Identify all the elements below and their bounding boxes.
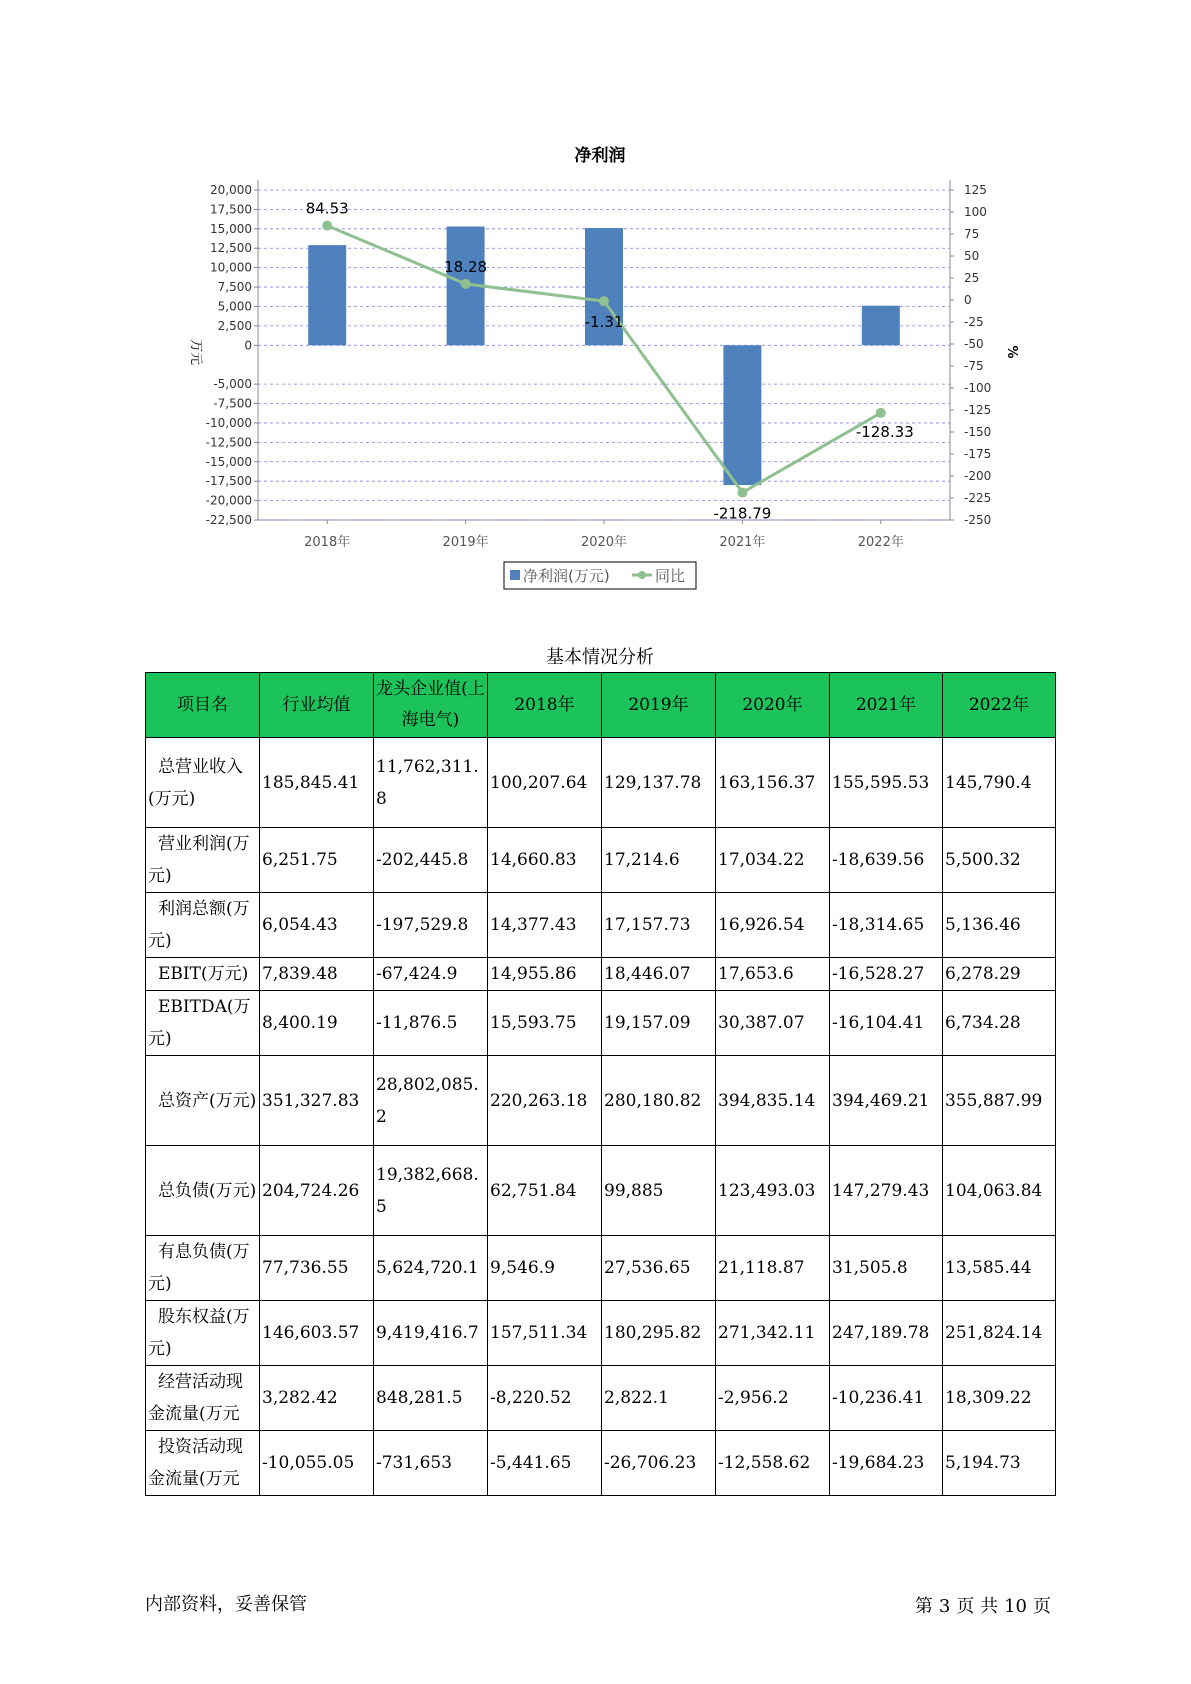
table-row [146, 1056, 1056, 1146]
right-tick-label: 25 [964, 271, 980, 285]
left-tick-label: -10,000 [205, 415, 252, 430]
left-tick-label: -22,500 [205, 513, 252, 527]
page-current: 3 [938, 1596, 951, 1617]
page-number [912, 1592, 1054, 1618]
value-cell: 355,887.99 [943, 1056, 1056, 1146]
value-cell: 394,835.14 [716, 1056, 830, 1146]
right-tick-label: -250 [964, 513, 992, 527]
header-cell: 2020年 [716, 673, 830, 738]
value-cell: 163,156.37 [716, 738, 830, 828]
right-tick-label: -200 [964, 469, 992, 483]
page-mid: 页 共 [956, 1596, 999, 1617]
row-label-cell: EBIT(万元) [146, 958, 260, 991]
right-tick-label: 75 [964, 227, 980, 241]
left-tick-label: 15,000 [210, 221, 252, 236]
value-cell: 27,536.65 [602, 1236, 716, 1301]
value-cell: 351,327.83 [260, 1056, 374, 1146]
value-cell: -10,236.41 [830, 1366, 943, 1431]
y2-axis-label: % [1004, 345, 1019, 359]
value-cell: 157,511.34 [488, 1301, 602, 1366]
value-cell: -11,876.5 [374, 991, 488, 1056]
value-cell: 19,382,668.5 [374, 1146, 488, 1236]
left-tick-label: -15,000 [205, 454, 252, 469]
legend-line-label: 同比 [655, 567, 686, 585]
y-axis-label: 万元 [188, 338, 203, 366]
page-suffix: 页 [1033, 1596, 1051, 1617]
value-cell: -197,529.8 [374, 893, 488, 958]
value-cell: -18,639.56 [830, 828, 943, 893]
table-row [146, 893, 1056, 958]
value-cell: 18,446.07 [602, 958, 716, 991]
table-row [146, 1431, 1056, 1496]
table-row [146, 738, 1056, 828]
value-cell: 28,802,085.2 [374, 1056, 488, 1146]
value-cell: 848,281.5 [374, 1366, 488, 1431]
right-tick-label: -75 [964, 359, 984, 373]
value-cell: 5,136.46 [943, 893, 1056, 958]
row-label-cell: 投资活动现金流量(万元 [146, 1431, 260, 1496]
bar-0 [308, 245, 346, 345]
left-tick-label: -5,000 [213, 377, 252, 392]
page-total: 10 [1004, 1596, 1027, 1617]
data-label-2: -1.31 [584, 313, 624, 332]
left-tick-label: -12,500 [205, 435, 252, 450]
right-tick-label: -150 [964, 425, 992, 439]
value-cell: 155,595.53 [830, 738, 943, 828]
bar-4 [862, 306, 900, 346]
left-tick-label: -7,500 [213, 396, 252, 411]
footer-note: 内部资料，妥善保管 [145, 1594, 307, 1615]
row-label-cell: 总资产(万元) [146, 1056, 260, 1146]
value-cell: 7,839.48 [260, 958, 374, 991]
row-label-cell: 总负债(万元) [146, 1146, 260, 1236]
row-label-cell: 有息负债(万元) [146, 1236, 260, 1301]
value-cell: 6,278.29 [943, 958, 1056, 991]
right-tick-label: 50 [964, 249, 980, 263]
value-cell: 251,824.14 [943, 1301, 1056, 1366]
value-cell: 17,034.22 [716, 828, 830, 893]
header-cell: 2021年 [830, 673, 943, 738]
value-cell: -18,314.65 [830, 893, 943, 958]
right-tick-label: 100 [964, 205, 987, 219]
value-cell: -731,653 [374, 1431, 488, 1496]
value-cell: 5,500.32 [943, 828, 1056, 893]
right-tick-label: 0 [964, 293, 972, 307]
value-cell: -5,441.65 [488, 1431, 602, 1496]
value-cell: 99,885 [602, 1146, 716, 1236]
left-tick-label: 0 [244, 338, 252, 353]
value-cell: -8,220.52 [488, 1366, 602, 1431]
value-cell: 146,603.57 [260, 1301, 374, 1366]
value-cell: 271,342.11 [716, 1301, 830, 1366]
header-cell: 龙头企业值(上海电气) [374, 673, 488, 738]
left-tick-label: 5,000 [217, 299, 252, 314]
value-cell: 16,926.54 [716, 893, 830, 958]
value-cell: 6,734.28 [943, 991, 1056, 1056]
value-cell: 9,419,416.7 [374, 1301, 488, 1366]
header-cell: 2018年 [488, 673, 602, 738]
table-caption: 基本情况分析 [546, 647, 654, 668]
value-cell: -19,684.23 [830, 1431, 943, 1496]
value-cell: 180,295.82 [602, 1301, 716, 1366]
header-cell: 2022年 [943, 673, 1056, 738]
value-cell: 2,822.1 [602, 1366, 716, 1431]
value-cell: 77,736.55 [260, 1236, 374, 1301]
value-cell: -16,528.27 [830, 958, 943, 991]
x-tick-label: 2020年 [580, 535, 628, 550]
x-tick-label: 2019年 [442, 535, 489, 550]
table-row [146, 828, 1056, 893]
value-cell: -10,055.05 [260, 1431, 374, 1496]
table-row [146, 1236, 1056, 1301]
value-cell: 5,624,720.1 [374, 1236, 488, 1301]
value-cell: 104,063.84 [943, 1146, 1056, 1236]
basic-analysis-table [145, 672, 1056, 1496]
right-tick-label: 125 [964, 183, 987, 197]
left-tick-label: -17,500 [205, 474, 252, 489]
data-label-3: -218.79 [713, 504, 772, 523]
value-cell: 280,180.82 [602, 1056, 716, 1146]
value-cell: 220,263.18 [488, 1056, 602, 1146]
right-tick-label: -50 [964, 337, 984, 351]
right-tick-label: -125 [964, 403, 992, 417]
row-label-cell: 经营活动现金流量(万元 [146, 1366, 260, 1431]
chart-legend [504, 562, 696, 589]
yoy-point-0 [322, 221, 332, 231]
table-row [146, 958, 1056, 991]
value-cell: -2,956.2 [716, 1366, 830, 1431]
bar-3 [723, 345, 761, 485]
data-label-0: 84.53 [305, 199, 349, 218]
value-cell: 394,469.21 [830, 1056, 943, 1146]
value-cell: 62,751.84 [488, 1146, 602, 1236]
yoy-point-1 [461, 279, 471, 289]
value-cell: -16,104.41 [830, 991, 943, 1056]
left-tick-label: 7,500 [217, 280, 252, 295]
value-cell: 18,309.22 [943, 1366, 1056, 1431]
value-cell: -12,558.62 [716, 1431, 830, 1496]
right-axis-ticks [950, 183, 991, 527]
bar-series [308, 226, 900, 485]
value-cell: 17,214.6 [602, 828, 716, 893]
table-row [146, 1146, 1056, 1236]
value-cell: -67,424.9 [374, 958, 488, 991]
x-axis-ticks [304, 520, 904, 550]
value-cell: 147,279.43 [830, 1146, 943, 1236]
value-cell: 100,207.64 [488, 738, 602, 828]
value-cell: -26,706.23 [602, 1431, 716, 1496]
value-cell: 14,955.86 [488, 958, 602, 991]
value-cell: 123,493.03 [716, 1146, 830, 1236]
right-tick-label: -175 [964, 447, 992, 461]
value-cell: 15,593.75 [488, 991, 602, 1056]
chart-title: 净利润 [574, 146, 626, 166]
value-cell: 185,845.41 [260, 738, 374, 828]
value-cell: 14,660.83 [488, 828, 602, 893]
value-cell: -202,445.8 [374, 828, 488, 893]
value-cell: 21,118.87 [716, 1236, 830, 1301]
left-tick-label: 10,000 [210, 260, 252, 275]
yoy-point-3 [737, 488, 747, 498]
data-label-4: -128.33 [855, 422, 914, 441]
value-cell: 17,653.6 [716, 958, 830, 991]
left-axis-ticks [206, 183, 258, 527]
value-cell: 247,189.78 [830, 1301, 943, 1366]
row-label-cell: 股东权益(万元) [146, 1301, 260, 1366]
left-tick-label: -20,000 [205, 493, 252, 508]
value-cell: 204,724.26 [260, 1146, 374, 1236]
table-row [146, 1366, 1056, 1431]
table-row [146, 991, 1056, 1056]
yoy-point-4 [876, 408, 886, 418]
value-cell: 11,762,311.8 [374, 738, 488, 828]
right-tick-label: -225 [964, 491, 992, 505]
value-cell: 6,251.75 [260, 828, 374, 893]
data-label-1: 18.28 [444, 257, 488, 276]
value-cell: 9,546.9 [488, 1236, 602, 1301]
row-label-cell: 总营业收入(万元) [146, 738, 260, 828]
row-label-cell: 利润总额(万元) [146, 893, 260, 958]
x-tick-label: 2022年 [857, 535, 904, 550]
right-tick-label: -25 [964, 315, 984, 329]
value-cell: 31,505.8 [830, 1236, 943, 1301]
value-cell: 13,585.44 [943, 1236, 1056, 1301]
value-cell: 30,387.07 [716, 991, 830, 1056]
left-tick-label: 12,500 [210, 241, 252, 256]
legend-bar-swatch [510, 570, 520, 580]
table-row [146, 1301, 1056, 1366]
table-header-row [146, 673, 1056, 738]
header-cell: 2019年 [602, 673, 716, 738]
header-cell: 行业均值 [260, 673, 374, 738]
left-tick-label: 17,500 [210, 202, 252, 217]
x-tick-label: 2021年 [719, 535, 766, 550]
value-cell: 5,194.73 [943, 1431, 1056, 1496]
row-label-cell: 营业利润(万元) [146, 828, 260, 893]
value-cell: 145,790.4 [943, 738, 1056, 828]
value-cell: 3,282.42 [260, 1366, 374, 1431]
page-prefix: 第 [914, 1596, 933, 1617]
legend-line-marker [638, 571, 646, 579]
yoy-point-2 [599, 296, 609, 306]
value-cell: 19,157.09 [602, 991, 716, 1056]
legend-bar-label: 净利润(万元) [523, 567, 610, 585]
header-cell: 项目名 [146, 673, 260, 738]
right-tick-label: -100 [964, 381, 992, 395]
value-cell: 17,157.73 [602, 893, 716, 958]
x-tick-label: 2018年 [304, 535, 351, 550]
value-cell: 8,400.19 [260, 991, 374, 1056]
row-label-cell: EBITDA(万元) [146, 991, 260, 1056]
value-cell: 6,054.43 [260, 893, 374, 958]
value-cell: 129,137.78 [602, 738, 716, 828]
net-profit-chart [0, 0, 1191, 600]
value-cell: 14,377.43 [488, 893, 602, 958]
left-tick-label: 2,500 [217, 318, 252, 333]
left-tick-label: 20,000 [210, 183, 252, 197]
